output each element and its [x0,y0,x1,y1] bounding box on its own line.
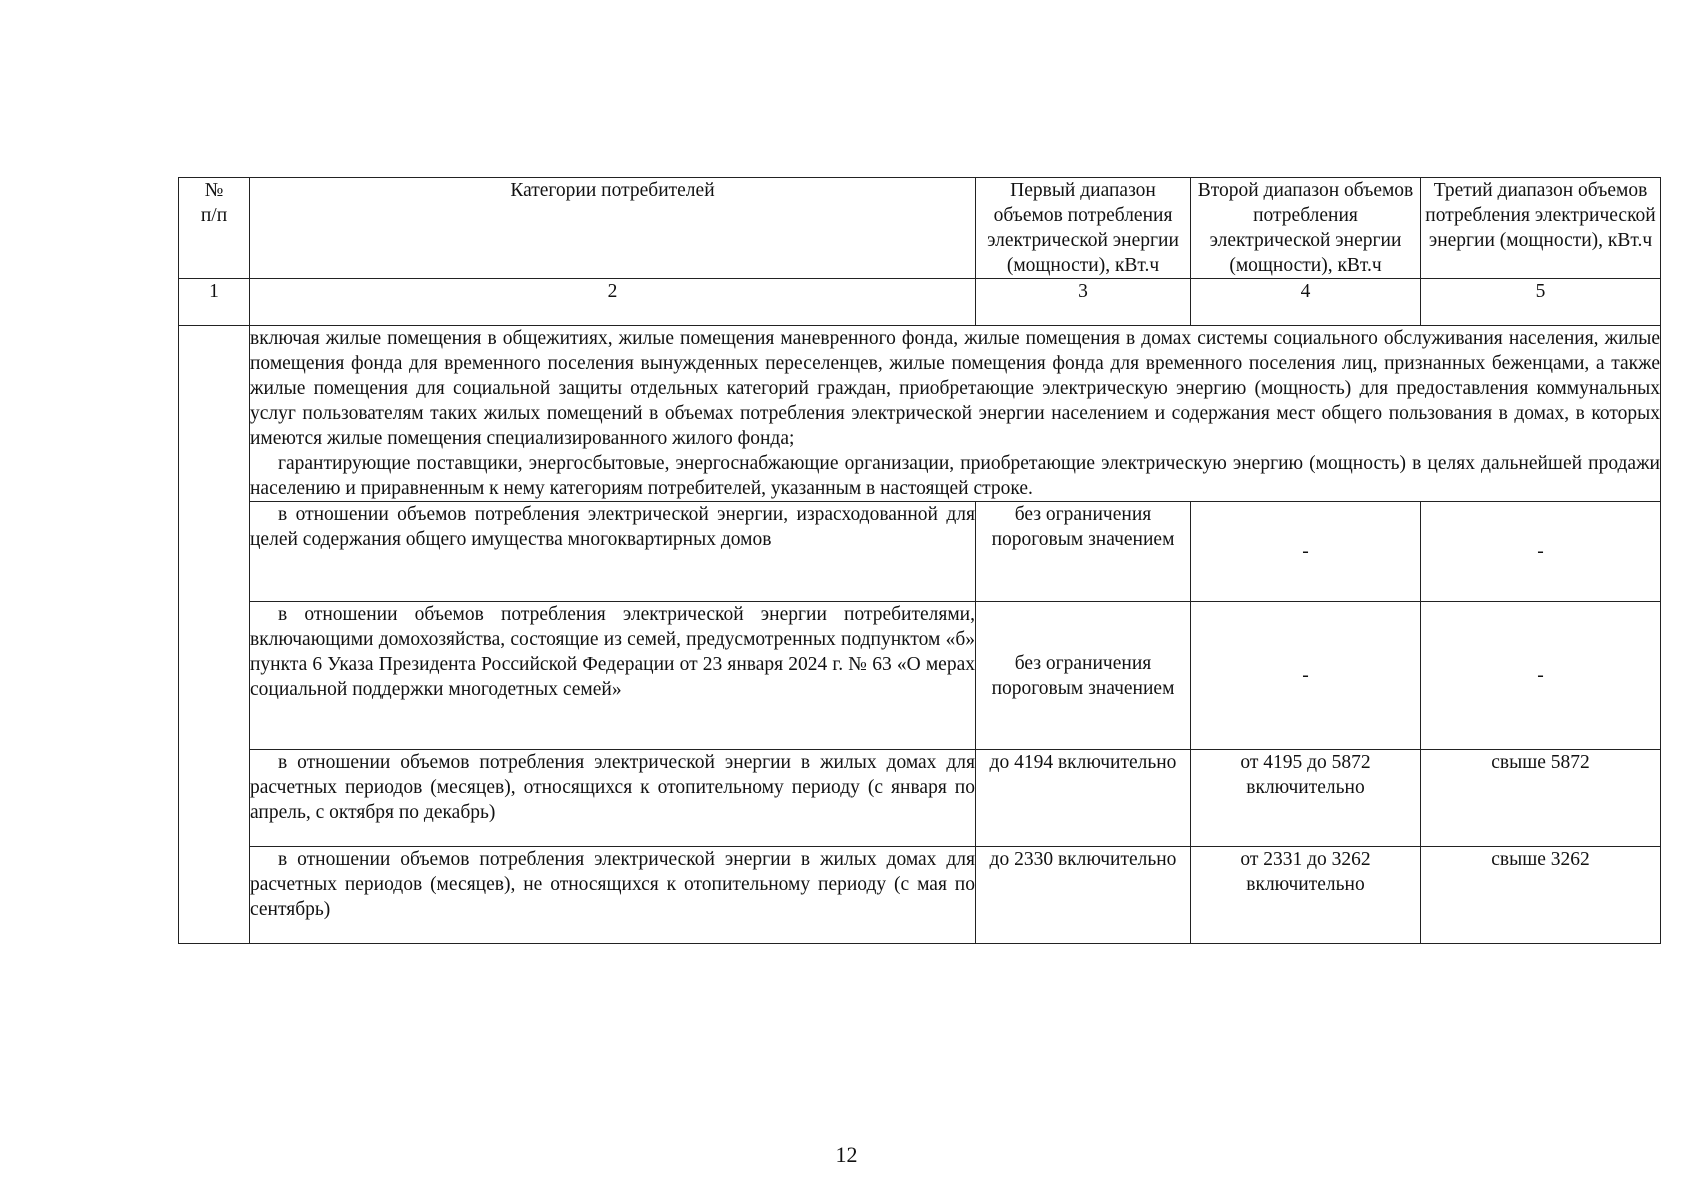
range1-cell: без ограничения пороговым значением [976,502,1191,602]
header-number: № п/п [179,178,250,279]
column-number-5: 5 [1421,279,1661,326]
category-cell: в отношении объемов потребления электрической энергии в жилых домах для расчетных периодов (месяцев), не относящихся к отопительному периоду (с мая по сентябрь) [250,847,976,944]
range3-cell: - [1421,502,1661,602]
range2-cell: от 2331 до 3262 включительно [1191,847,1421,944]
table-row [179,502,1661,602]
range2-cell: - [1191,502,1421,602]
column-number-3: 3 [976,279,1191,326]
table-row [179,602,1661,750]
range3-cell: свыше 5872 [1421,750,1661,847]
tariff-table [178,177,1661,944]
range2-cell: - [1191,602,1421,750]
range2-cell: от 4195 до 5872 включительно [1191,750,1421,847]
row-number-cell [179,326,250,944]
range1-cell: без ограничения пороговым значением [976,602,1191,750]
range3-cell: - [1421,602,1661,750]
category-cell: в отношении объемов потребления электрической энергии потребителями, включающими домохозяйства, состоящие из семей, предусмотренных подпунктом «б» пункта 6 Указа Президента Российской Федерации от 23 января 2024 г. № 63 «О мерах социальной поддержки многодетных семей» [250,602,976,750]
table-row [179,750,1661,847]
column-number-2: 2 [250,279,976,326]
header-range3: Третий диапазон объемов потребления электрической энергии (мощности), кВт.ч [1421,178,1661,279]
page-number: 12 [835,1142,858,1167]
category-cell: в отношении объемов потребления электрической энергии в жилых домах для расчетных периодов (месяцев), относящихся к отопительному периоду (с января по апрель, с октября по декабрь) [250,750,976,847]
category-cell: в отношении объемов потребления электрической энергии, израсходованной для целей содержания общего имущества многоквартирных домов [250,502,976,602]
header-range1: Первый диапазон объемов потребления электрической энергии (мощности), кВт.ч [976,178,1191,279]
range1-cell: до 4194 включительно [976,750,1191,847]
column-number-row [179,279,1661,326]
header-range2: Второй диапазон объемов потребления электрической энергии (мощности), кВт.ч [1191,178,1421,279]
header-category: Категории потребителей [250,178,976,279]
range3-cell: свыше 3262 [1421,847,1661,944]
intro-row [179,326,1661,502]
intro-paragraph: включая жилые помещения в общежитиях, жилые помещения маневренного фонда, жилые помещения в домах системы социального обслуживания населения, жилые помещения фонда для временного поселения вынужденных переселенцев, жилые помещения фонда для временного поселения лиц, признанных беженцами, а также жилые помещения для социальной защиты отдельных категорий граждан, приобретающие электрическую энергию (мощность) для предоставления коммунальных услуг пользователям таких жилых помещений в объемах потребления электрической энергии населением и содержания мест общего пользования в домах, в которых имеются жилые помещения специализированного жилого фонда; [250,328,1660,449]
intro-paragraph: гарантирующие поставщики, энергосбытовые, энергоснабжающие организации, приобретающие электрическую энергию (мощность) в целях дальнейшей продажи населению и приравненным к нему категориям потребителей, указанным в настоящей строке. [250,453,1660,499]
table-header-row [179,178,1661,279]
table-row [179,847,1661,944]
column-number-4: 4 [1191,279,1421,326]
intro-text-cell [250,326,1661,502]
column-number-1: 1 [179,279,250,326]
range1-cell: до 2330 включительно [976,847,1191,944]
